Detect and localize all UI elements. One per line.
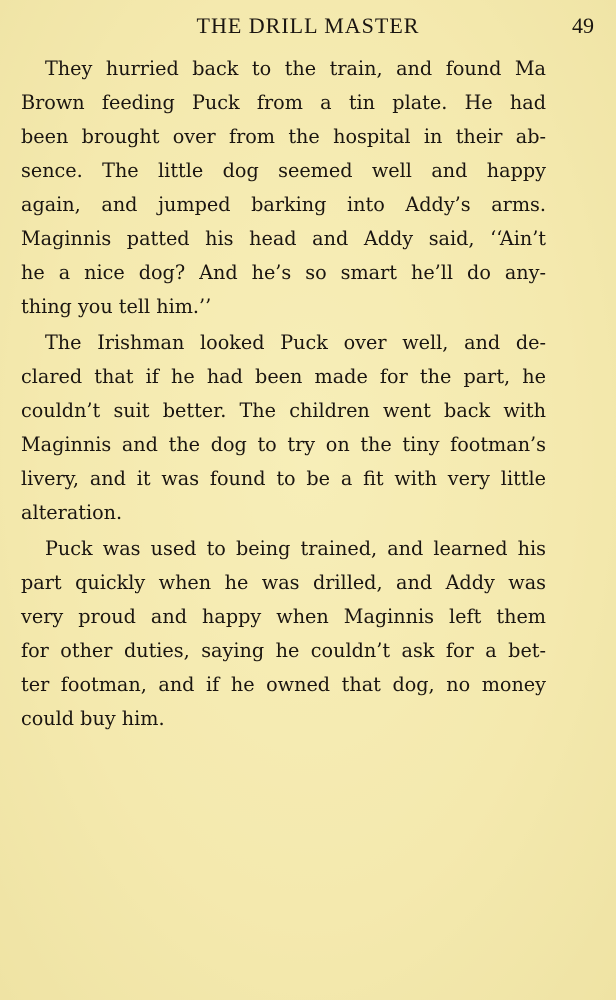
paragraph-1 [21,52,546,324]
text-line: Maginnis and the dog to try on the tiny footman’s [21,433,546,456]
text-line: The Irishman looked Puck over well, and de- [45,331,546,354]
text-line: ter footman, and if he owned that dog, no money [21,673,546,696]
running-head [0,10,616,42]
text-line: part quickly when he was drilled, and Addy was [21,571,546,594]
page-number: 49 [572,13,594,38]
text-line: alteration. [21,501,123,524]
text-line: livery, and it was found to be a fit with very little [21,467,546,490]
text-line: They hurried back to the train, and found Ma [45,57,546,80]
text-line: again, and jumped barking into Addy’s arms. [21,193,546,216]
body-text [21,52,546,738]
text-line: thing you tell him.’’ [21,295,212,318]
text-line: for other duties, saying he couldn’t ask for a bet- [21,639,546,662]
text-line: Puck was used to being trained, and learned his [45,537,546,560]
text-line: Maginnis patted his head and Addy said, ‘‘Ain’t [21,227,546,250]
text-line: very proud and happy when Maginnis left them [21,605,546,628]
text-line: he a nice dog? And he’s so smart he’ll do any- [21,261,546,284]
text-line: couldn’t suit better. The children went back with [21,399,546,422]
text-line: sence. The little dog seemed well and happy [21,159,546,182]
text-line: been brought over from the hospital in their ab- [21,125,546,148]
text-line: could buy him. [21,707,165,730]
paragraph-2 [21,326,546,530]
running-title: THE DRILL MASTER [196,13,420,38]
text-line: clared that if he had been made for the part, he [21,365,546,388]
paragraph-3 [21,532,546,736]
text-line: Brown feeding Puck from a tin plate. He had [21,91,546,114]
